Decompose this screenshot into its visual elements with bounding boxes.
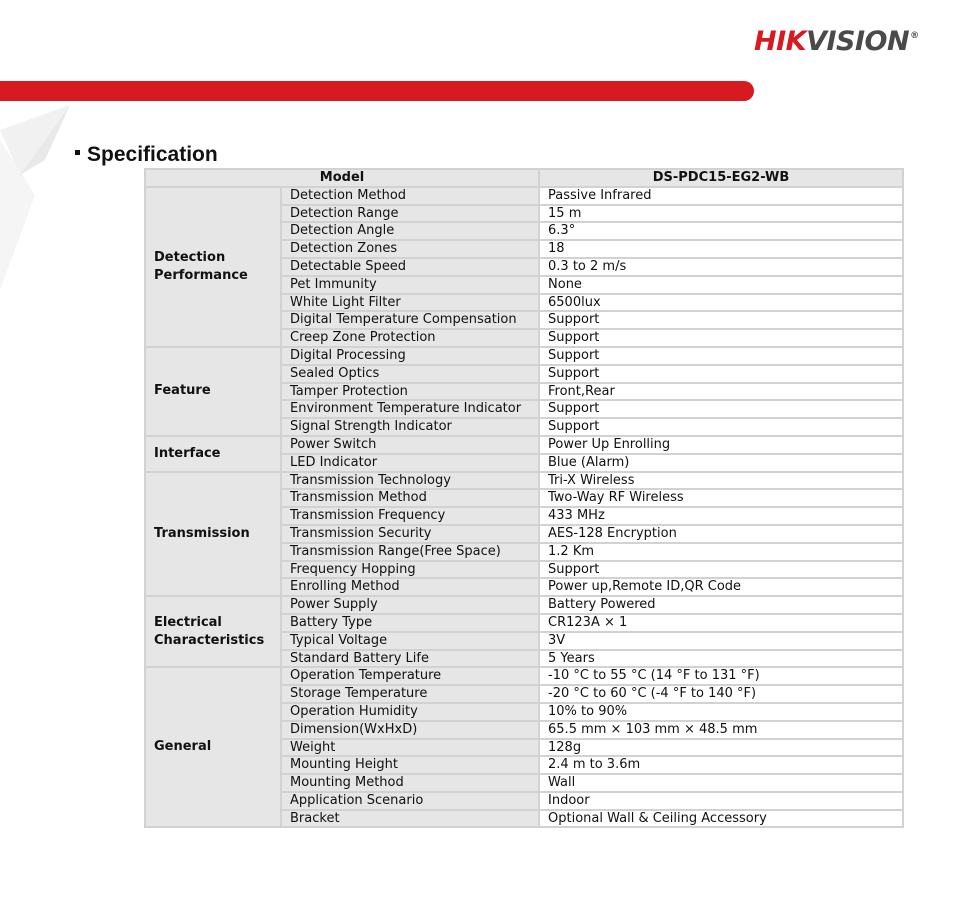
logo-registered-mark: ® bbox=[910, 31, 919, 41]
spec-label: Power Supply bbox=[281, 596, 539, 614]
category-cell: Electrical Characteristics bbox=[145, 596, 281, 667]
spec-value: AES-128 Encryption bbox=[539, 525, 903, 543]
spec-label: Frequency Hopping bbox=[281, 561, 539, 579]
spec-label: Creep Zone Protection bbox=[281, 329, 539, 347]
spec-value: 1.2 Km bbox=[539, 543, 903, 561]
spec-value: Blue (Alarm) bbox=[539, 454, 903, 472]
spec-label: Transmission Method bbox=[281, 489, 539, 507]
spec-label: Dimension(WxHxD) bbox=[281, 721, 539, 739]
spec-value: Support bbox=[539, 418, 903, 436]
table-row bbox=[145, 472, 903, 490]
table-header-row bbox=[145, 169, 903, 187]
table-row bbox=[145, 347, 903, 365]
spec-value: Optional Wall & Ceiling Accessory bbox=[539, 810, 903, 828]
spec-value: Support bbox=[539, 347, 903, 365]
spec-label: Environment Temperature Indicator bbox=[281, 400, 539, 418]
spec-label: Sealed Optics bbox=[281, 365, 539, 383]
model-label: Model bbox=[145, 169, 539, 187]
spec-label: Enrolling Method bbox=[281, 578, 539, 596]
spec-label: Detection Method bbox=[281, 187, 539, 205]
section-title bbox=[75, 143, 218, 167]
spec-label: Standard Battery Life bbox=[281, 650, 539, 668]
table-row bbox=[145, 436, 903, 454]
spec-value: 65.5 mm × 103 mm × 48.5 mm bbox=[539, 721, 903, 739]
spec-label: Signal Strength Indicator bbox=[281, 418, 539, 436]
spec-value: Two-Way RF Wireless bbox=[539, 489, 903, 507]
spec-label: Detection Angle bbox=[281, 222, 539, 240]
spec-value: Support bbox=[539, 400, 903, 418]
spec-label: Detection Range bbox=[281, 205, 539, 223]
spec-value: 433 MHz bbox=[539, 507, 903, 525]
spec-value: 3V bbox=[539, 632, 903, 650]
spec-value: Support bbox=[539, 311, 903, 329]
spec-value: 0.3 to 2 m/s bbox=[539, 258, 903, 276]
category-cell: Interface bbox=[145, 436, 281, 472]
spec-value: -10 °C to 55 °C (14 °F to 131 °F) bbox=[539, 667, 903, 685]
spec-label: Mounting Height bbox=[281, 756, 539, 774]
category-cell: Detection Performance bbox=[145, 187, 281, 347]
spec-label: Tamper Protection bbox=[281, 383, 539, 401]
spec-value: 15 m bbox=[539, 205, 903, 223]
table-row bbox=[145, 187, 903, 205]
spec-label: Battery Type bbox=[281, 614, 539, 632]
spec-value: Front,Rear bbox=[539, 383, 903, 401]
spec-label: Typical Voltage bbox=[281, 632, 539, 650]
spec-value: Wall bbox=[539, 774, 903, 792]
spec-value: None bbox=[539, 276, 903, 294]
spec-label: Digital Processing bbox=[281, 347, 539, 365]
spec-label: Detection Zones bbox=[281, 240, 539, 258]
category-cell: General bbox=[145, 667, 281, 827]
spec-value: -20 °C to 60 °C (-4 °F to 140 °F) bbox=[539, 685, 903, 703]
category-cell: Transmission bbox=[145, 472, 281, 597]
spec-value: 5 Years bbox=[539, 650, 903, 668]
spec-label: Transmission Security bbox=[281, 525, 539, 543]
header-red-bar bbox=[0, 81, 754, 101]
spec-value: Power up,Remote ID,QR Code bbox=[539, 578, 903, 596]
spec-label: LED Indicator bbox=[281, 454, 539, 472]
spec-value: 128g bbox=[539, 739, 903, 757]
specification-body bbox=[145, 187, 903, 828]
spec-value: 18 bbox=[539, 240, 903, 258]
spec-label: Transmission Frequency bbox=[281, 507, 539, 525]
spec-value: Battery Powered bbox=[539, 596, 903, 614]
logo-hik: HIK bbox=[754, 26, 807, 57]
spec-label: Digital Temperature Compensation bbox=[281, 311, 539, 329]
spec-value: Support bbox=[539, 561, 903, 579]
spec-value: 2.4 m to 3.6m bbox=[539, 756, 903, 774]
spec-value: CR123A × 1 bbox=[539, 614, 903, 632]
spec-value: Tri-X Wireless bbox=[539, 472, 903, 490]
spec-label: Application Scenario bbox=[281, 792, 539, 810]
spec-label: White Light Filter bbox=[281, 294, 539, 312]
spec-label: Power Switch bbox=[281, 436, 539, 454]
spec-label: Storage Temperature bbox=[281, 685, 539, 703]
spec-label: Operation Humidity bbox=[281, 703, 539, 721]
table-row bbox=[145, 667, 903, 685]
spec-label: Weight bbox=[281, 739, 539, 757]
spec-label: Transmission Technology bbox=[281, 472, 539, 490]
logo-vision: VISION bbox=[806, 26, 910, 57]
spec-value: Passive Infrared bbox=[539, 187, 903, 205]
hikvision-logo bbox=[754, 24, 934, 60]
spec-value: Support bbox=[539, 365, 903, 383]
spec-value: Indoor bbox=[539, 792, 903, 810]
spec-label: Pet Immunity bbox=[281, 276, 539, 294]
spec-value: 6.3° bbox=[539, 222, 903, 240]
spec-value: 10% to 90% bbox=[539, 703, 903, 721]
spec-value: Power Up Enrolling bbox=[539, 436, 903, 454]
spec-label: Mounting Method bbox=[281, 774, 539, 792]
section-title-text: Specification bbox=[87, 143, 218, 166]
spec-label: Bracket bbox=[281, 810, 539, 828]
spec-label: Detectable Speed bbox=[281, 258, 539, 276]
model-value: DS-PDC15-EG2-WB bbox=[539, 169, 903, 187]
decorative-shard-graphic bbox=[0, 100, 75, 300]
table-row bbox=[145, 596, 903, 614]
category-cell: Feature bbox=[145, 347, 281, 436]
spec-label: Transmission Range(Free Space) bbox=[281, 543, 539, 561]
spec-label: Operation Temperature bbox=[281, 667, 539, 685]
spec-value: Support bbox=[539, 329, 903, 347]
spec-value: 6500lux bbox=[539, 294, 903, 312]
specification-table bbox=[144, 168, 904, 828]
bullet-icon bbox=[75, 150, 80, 155]
